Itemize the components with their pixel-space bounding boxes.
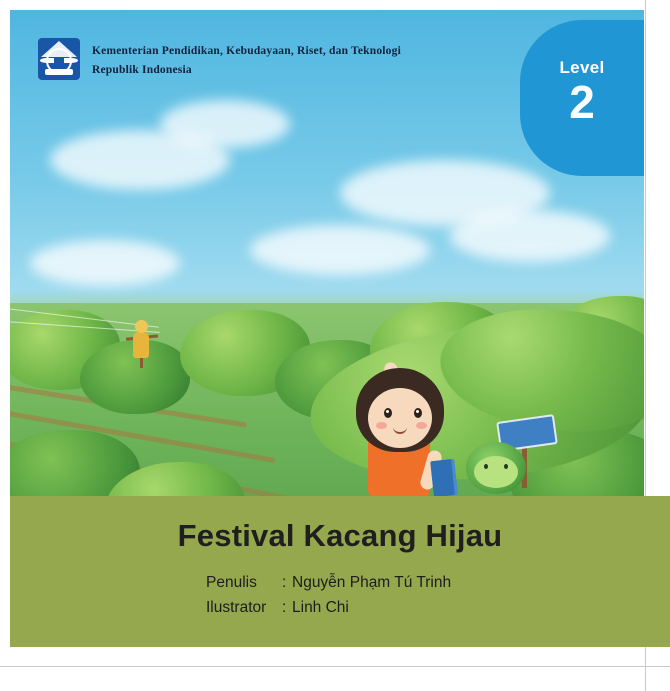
girl-eye bbox=[384, 408, 392, 418]
author-separator: : bbox=[282, 574, 287, 591]
scarecrow-head bbox=[135, 320, 148, 333]
ministry-name bbox=[92, 38, 401, 80]
credit-row-author bbox=[206, 570, 670, 595]
illustrator-separator: : bbox=[282, 599, 287, 616]
illustrator-label: Ilustrator bbox=[206, 599, 267, 616]
girl-cheek bbox=[376, 422, 387, 429]
crop-mark-bottom bbox=[0, 666, 670, 667]
tut-wuri-handayani-logo-icon bbox=[38, 38, 80, 80]
ministry-line-2: Republik Indonesia bbox=[92, 64, 192, 76]
cloud bbox=[450, 210, 610, 262]
illustrator-value: Linh Chi bbox=[292, 599, 349, 616]
ministry-line-1: Kementerian Pendidikan, Kebudayaan, Riset, dan Teknologi bbox=[92, 45, 401, 57]
cloud bbox=[30, 240, 180, 286]
girl-eye bbox=[414, 408, 422, 418]
turtle-eye bbox=[484, 464, 488, 469]
book bbox=[430, 459, 458, 497]
credit-row-illustrator bbox=[206, 595, 670, 620]
scarecrow-body bbox=[133, 332, 149, 358]
level-badge bbox=[520, 20, 644, 176]
author-value: Nguyễn Phạm Tú Trinh bbox=[292, 574, 452, 591]
credits bbox=[10, 570, 670, 620]
title-band bbox=[10, 496, 670, 647]
turtle-face bbox=[474, 456, 518, 488]
author-label: Penulis bbox=[206, 574, 257, 591]
girl-face bbox=[368, 388, 432, 448]
girl-cheek bbox=[416, 422, 427, 429]
cloud bbox=[250, 225, 430, 275]
level-label: Level bbox=[559, 58, 605, 77]
turtle-eye bbox=[504, 464, 508, 469]
level-value: 2 bbox=[569, 76, 595, 128]
ministry-identity bbox=[38, 38, 401, 80]
book-title: Festival Kacang Hijau bbox=[177, 518, 503, 553]
cloud bbox=[160, 100, 290, 148]
